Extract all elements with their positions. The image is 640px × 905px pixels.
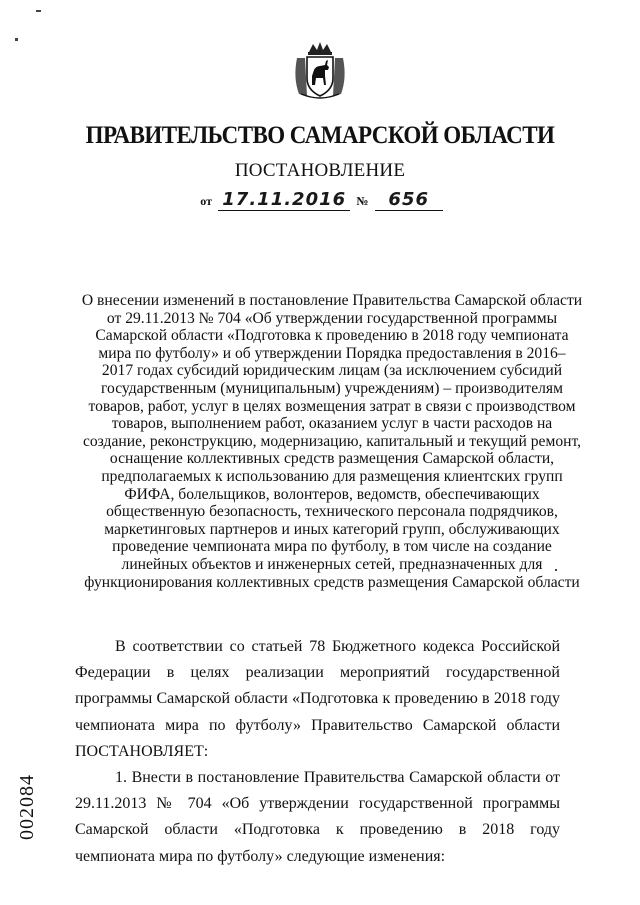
title-line: государственным (муниципальным) учреждениям) – производителям: [101, 379, 563, 397]
title-line: ФИФА, болельщиков, волонтеров, ведомств, обеспечивающих: [124, 485, 540, 503]
document-title: [62, 292, 602, 591]
title-line: создание, реконструкцию, модернизацию, капитальный и текущий ремонт,: [82, 432, 582, 450]
title-line: общественную безопасность, технического персонала подрядчиков,: [106, 503, 558, 521]
body-paragraph: 1. Внести в постановление Правительства Самарской области от 29.11.2013 № 704 «Об утверждении государственной программы Самарской области «Подготовка к проведению в 2018 году чемпионата мира по футболу» следующие изменения:: [75, 769, 560, 865]
scan-speck: [15, 38, 18, 41]
body-paragraph: В соответствии со статьей 78 Бюджетного кодекса Российской Федерации в целях реализации мероприятий государственной программы Самарской области «Подготовка к проведению в 2018 году чемпионата мира по футболу» Правительство Самарской области ПОСТАНОВЛЯЕТ:: [75, 638, 560, 760]
title-line: 2017 годах субсидий юридическим лицам (за исключением субсидий: [101, 362, 563, 380]
title-line: мира по футболу» и об утверждении Порядка предоставления в 2016–: [98, 344, 566, 362]
title-line: предполагаемых к использованию для размещения клиентских групп: [101, 467, 563, 485]
title-line: проведение чемпионата мира по футболу, в том числе на создание: [112, 538, 552, 556]
title-line: функционирования коллективных средств размещения Самарской области: [84, 573, 580, 591]
title-line: товаров, работ, услуг в целях возмещения затрат в связи с производством: [88, 397, 576, 415]
title-line: Самарской области «Подготовка к проведению в 2018 году чемпионата: [95, 327, 569, 345]
title-line: товаров, выполнением работ, оказанием услуг в части расходов на: [111, 415, 553, 433]
scan-speck: [36, 10, 41, 12]
handwritten-date: 17.11.2016: [218, 190, 350, 211]
title-line: О внесении изменений в постановление Правительства Самарской области: [81, 292, 583, 309]
title-line: от 29.11.2013 № 704 «Об утверждении государственной программы: [106, 309, 558, 327]
title-line: маркетинговых партнеров и иных категорий групп, обслуживающих: [104, 520, 560, 538]
number-label: №: [356, 194, 369, 208]
organization-name: ПРАВИТЕЛЬСТВО САМАРСКОЙ ОБЛАСТИ: [85, 122, 555, 149]
date-prefix: от: [200, 194, 213, 208]
title-line: линейных объектов и инженерных сетей, предназначенных для: [121, 555, 543, 573]
margin-serial-number: 002084: [16, 774, 38, 840]
date-number-line: [0, 190, 640, 211]
document-type: ПОСТАНОВЛЕНИЕ: [234, 160, 406, 181]
samara-coat-of-arms-icon: [289, 38, 351, 100]
handwritten-number: 656: [375, 190, 443, 211]
document-body: [75, 634, 560, 870]
title-line: оснащение коллективных средств размещения Самарской области,: [109, 450, 555, 468]
